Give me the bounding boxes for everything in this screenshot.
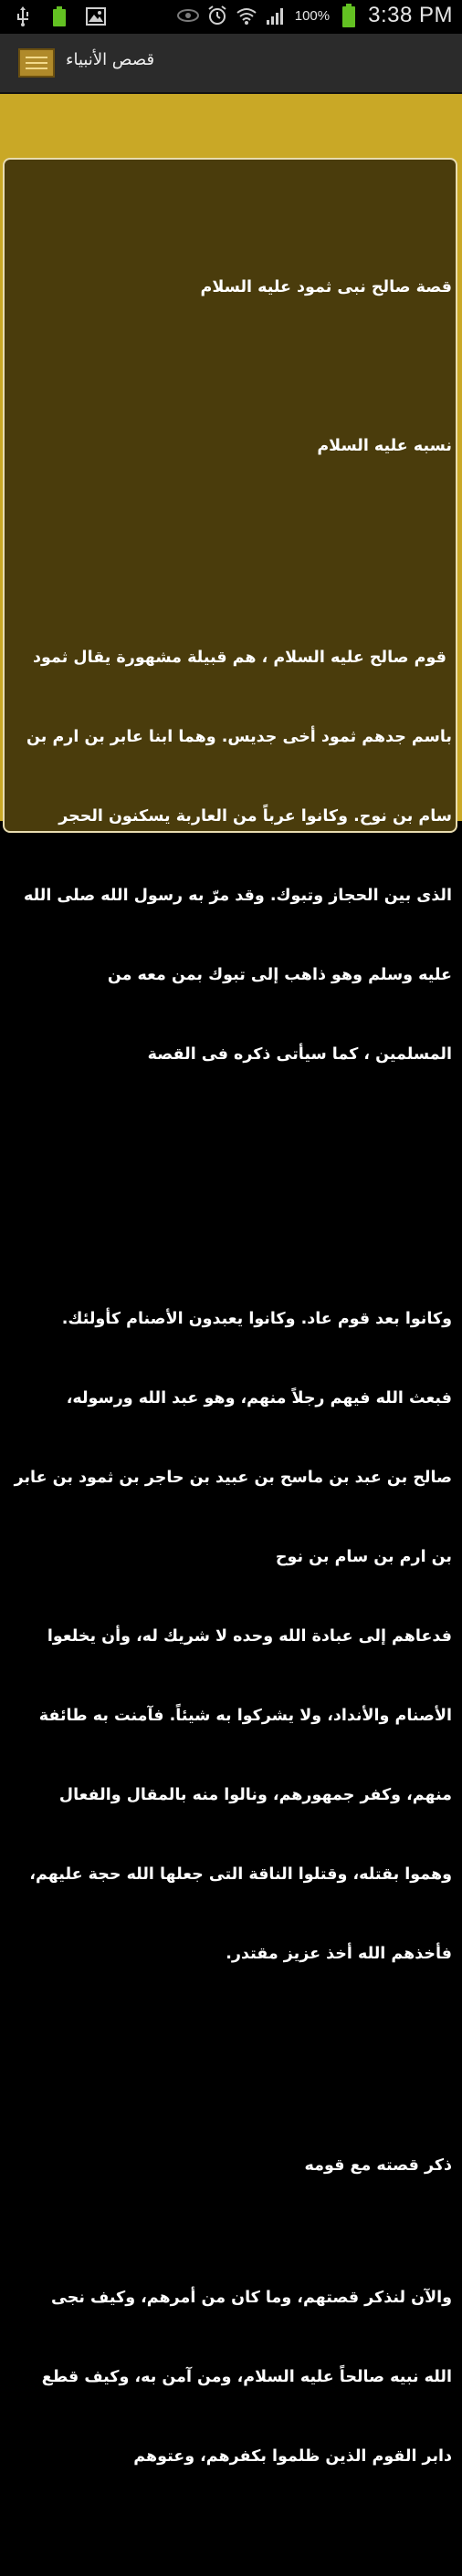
- battery-small-icon: [49, 5, 69, 27]
- story-card[interactable]: [3, 158, 457, 2466]
- text-line: دابر القوم الذين ظلموا بكفرهم، وعتوهم: [133, 2447, 452, 2466]
- text-line: باسم جدهم ثمود أخى جديس. وهما ابنا عابر بن ارم بن: [26, 728, 452, 746]
- text-line: فبعث الله فيهم رجلاً منهم، وهو عبد الله ورسوله،: [66, 1389, 452, 1407]
- story-title: قصة صالح نبى ثمود عليه السلام: [200, 278, 452, 296]
- paragraph-2: [12, 1253, 452, 2020]
- section-heading: ذكر قصته مع قومه: [304, 2156, 452, 2175]
- section-heading: نسبه عليه السلام: [317, 437, 452, 455]
- status-bar-notifications: [13, 5, 106, 27]
- wifi-icon: [236, 5, 257, 26]
- text-line: وهموا بقتله، وقتلوا الناقة التى جعلها الله حجة عليهم،: [29, 1865, 452, 1884]
- action-bar: [0, 34, 462, 94]
- text-line: منهم، وكفر جمهورهم، ونالوا منه بالمقال والفعال: [58, 1786, 452, 1804]
- signal-icon: [266, 5, 286, 26]
- clock: 3:38 PM: [368, 3, 453, 27]
- text-line: والآن لنذكر قصتهم، وما كان من أمرهم، وكيف نجى: [51, 2289, 452, 2307]
- story-content: [5, 160, 459, 2576]
- image-icon: [86, 5, 106, 27]
- battery-percent: 100%: [294, 7, 331, 24]
- text-line: صالح بن عبد بن ماسح بن عبيد بن حاجر بن ثمود بن عابر: [14, 1469, 452, 1487]
- eye-icon: [178, 5, 198, 26]
- status-bar-system: [178, 3, 453, 28]
- usb-icon: [13, 5, 33, 27]
- app-logo-icon[interactable]: [18, 48, 55, 78]
- text-line: فدعاهم إلى عبادة الله وحده لا شريك له، وأن يخلعوا: [47, 1627, 452, 1646]
- text-line: بن ارم بن سام بن نوح: [275, 1548, 452, 1566]
- battery-icon: [339, 5, 359, 26]
- text-line: عليه وسلم وهو ذاهب إلى تبوك بمن معه من: [107, 966, 452, 984]
- text-line: الذى بين الحجاز وتبوك. وقد مرّ به رسول الله صلى الله: [24, 887, 452, 905]
- text-line: قوم صالح عليه السلام ، هم قبيلة مشهورة يقال ثمود: [33, 649, 452, 667]
- text-line: وكانوا بعد قوم عاد. وكانوا يعبدون الأصنام كأولئك.: [61, 1310, 452, 1328]
- paragraph-1: [12, 592, 452, 1121]
- paragraph-3: [12, 2232, 452, 2523]
- text-line: الأصنام والأنداد، ولا يشركوا به شيئاً. فآمنت به طائفة: [38, 1707, 452, 1725]
- text-line: المسلمين ، كما سيأتى ذكره فى القصة: [147, 1045, 452, 1064]
- status-bar: [0, 0, 462, 34]
- text-line: فأخذهم الله أخذ عزيز مقتدر.: [226, 1945, 452, 1963]
- alarm-icon: [207, 5, 227, 26]
- text-line: الله نبيه صالحاً عليه السلام، ومن آمن به، وكيف قطع: [41, 2368, 452, 2386]
- text-line: سام بن نوح. وكانوا عرباً من العاربة يسكنون الحجر: [58, 807, 452, 826]
- app-title: قصص الأنبياء: [66, 50, 155, 69]
